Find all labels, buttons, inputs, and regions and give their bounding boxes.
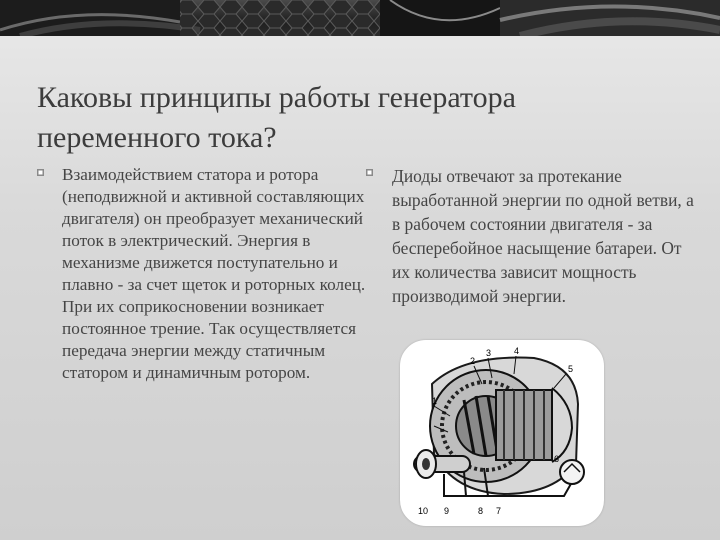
- callout-label: 3: [486, 348, 492, 358]
- callout-label: 10: [418, 506, 429, 516]
- callout-label: 7: [496, 506, 502, 516]
- callout-label: 5: [568, 364, 574, 374]
- callout-label: 6: [554, 454, 560, 464]
- square-bullet-icon: [365, 168, 374, 177]
- alternator-diagram-image: [400, 340, 604, 526]
- callout-label: 4: [514, 346, 520, 356]
- bullet-text: Диоды отвечают за протекание выработанной энергии по одной ветви, а в рабочем состоянии двигателя - за бесперебойное насыщение батареи. От их количества зависит мощность производимой энергии.: [392, 166, 694, 306]
- tire-banner-image: [0, 0, 720, 36]
- slide-title: Каковы принципы работы генератора переменного тока?: [37, 81, 516, 154]
- callout-label: 8: [478, 506, 484, 516]
- bullet-text: Взаимодействием статора и ротора (неподвижной и активной составляющих двигателя) он преобразует механический поток в электрический. Энергия в механизме движется поступательно и плавно - за счет щеток и роторных колец. При их соприкосновении возникает постоянное трение. Так осуществляется передача энергии между статичным статором и динамичным ротором.: [62, 165, 366, 382]
- bullet-item-diodes: [365, 164, 695, 308]
- bullet-item-stator-rotor: [36, 164, 366, 384]
- callout-label: 2: [470, 356, 476, 366]
- callout-label: 9: [444, 506, 450, 516]
- square-bullet-icon: [36, 168, 45, 177]
- callout-label: 1: [432, 396, 438, 406]
